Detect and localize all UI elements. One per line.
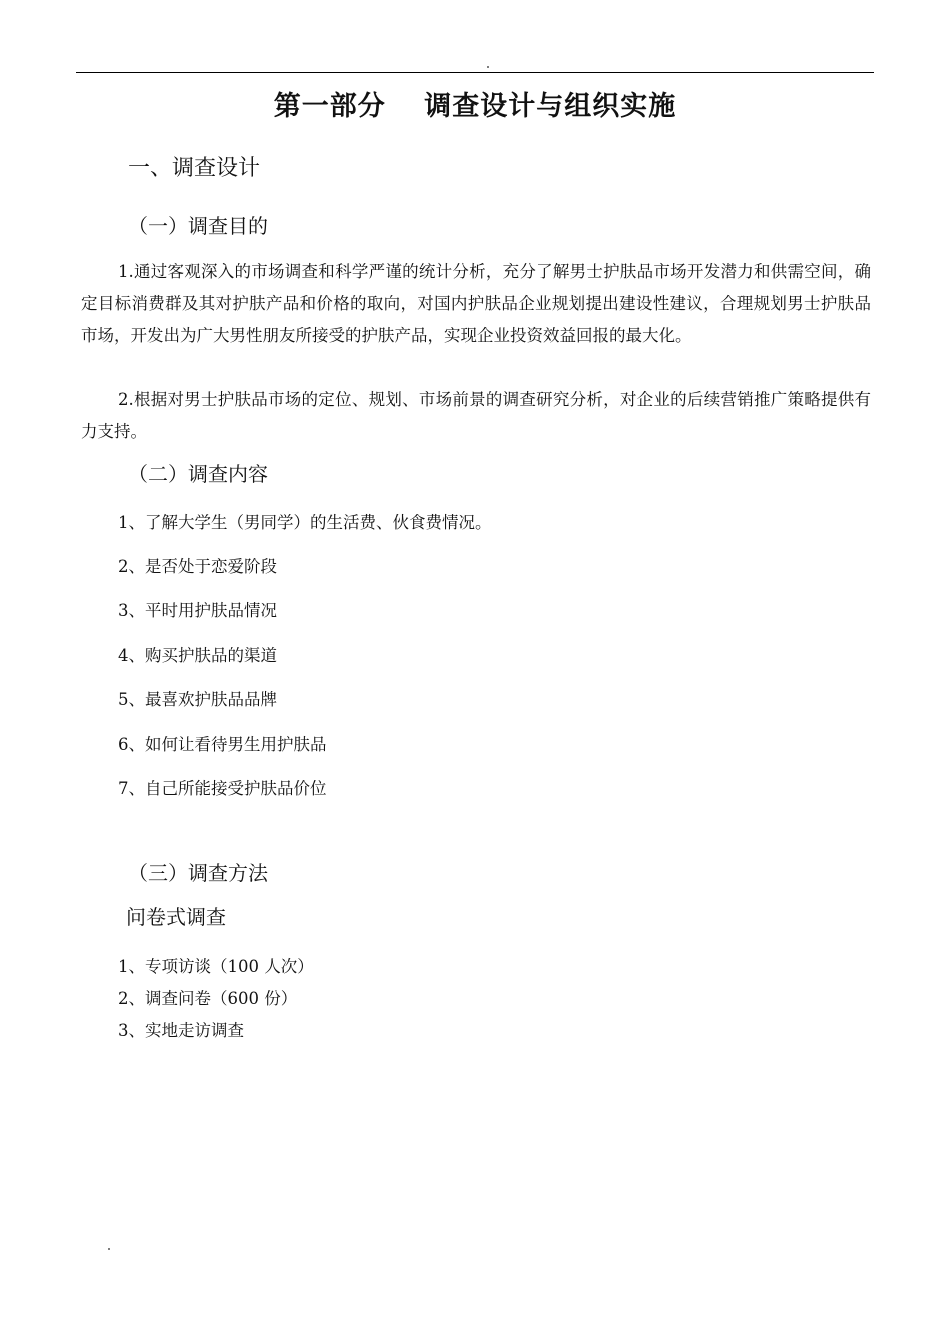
purpose-paragraph-2: 2.根据对男士护肤品市场的定位、规划、市场前景的调查研究分析，对企业的后续营销推广策略提供有力支持。 [81, 390, 871, 441]
subsection-heading-method: （三）调查方法 [128, 861, 268, 885]
content-item: 1、了解大学生（男同学）的生活费、伙食费情况。 [118, 513, 492, 532]
method-item: 1、专项访谈（100 人次） [118, 957, 314, 976]
content-item: 4、购买护肤品的渠道 [118, 646, 277, 665]
purpose-paragraph-1: 1.通过客观深入的市场调查和科学严谨的统计分析，充分了解男士护肤品市场开发潜力和供需空间，确定目标消费群及其对护肤产品和价格的取向，对国内护肤品企业规划提出建设性建议，合理规划男士护肤品市场，开发出为广大男性朋友所接受的护肤产品，实现企业投资效益回报的最大化。 [81, 262, 871, 345]
subsection-heading-content: （二）调查内容 [128, 462, 268, 486]
method-item: 3、实地走访调查 [118, 1021, 244, 1040]
method-type: 问卷式调查 [126, 905, 226, 929]
method-item: 2、调查问卷（600 份） [118, 989, 298, 1008]
header-dot [487, 66, 489, 68]
footer-dot [108, 1248, 110, 1250]
content-item: 7、自己所能接受护肤品价位 [118, 779, 327, 798]
subsection-heading-purpose: （一）调查目的 [128, 214, 268, 238]
content-item: 6、如何让看待男生用护肤品 [118, 735, 327, 754]
header-rule [76, 72, 874, 73]
page-title: 第一部分 调查设计与组织实施 [273, 91, 677, 122]
section-heading-survey-design: 一、调查设计 [128, 156, 261, 181]
content-item: 2、是否处于恋爱阶段 [118, 557, 277, 576]
content-item: 5、最喜欢护肤品品牌 [118, 690, 277, 709]
content-item: 3、平时用护肤品情况 [118, 601, 277, 620]
